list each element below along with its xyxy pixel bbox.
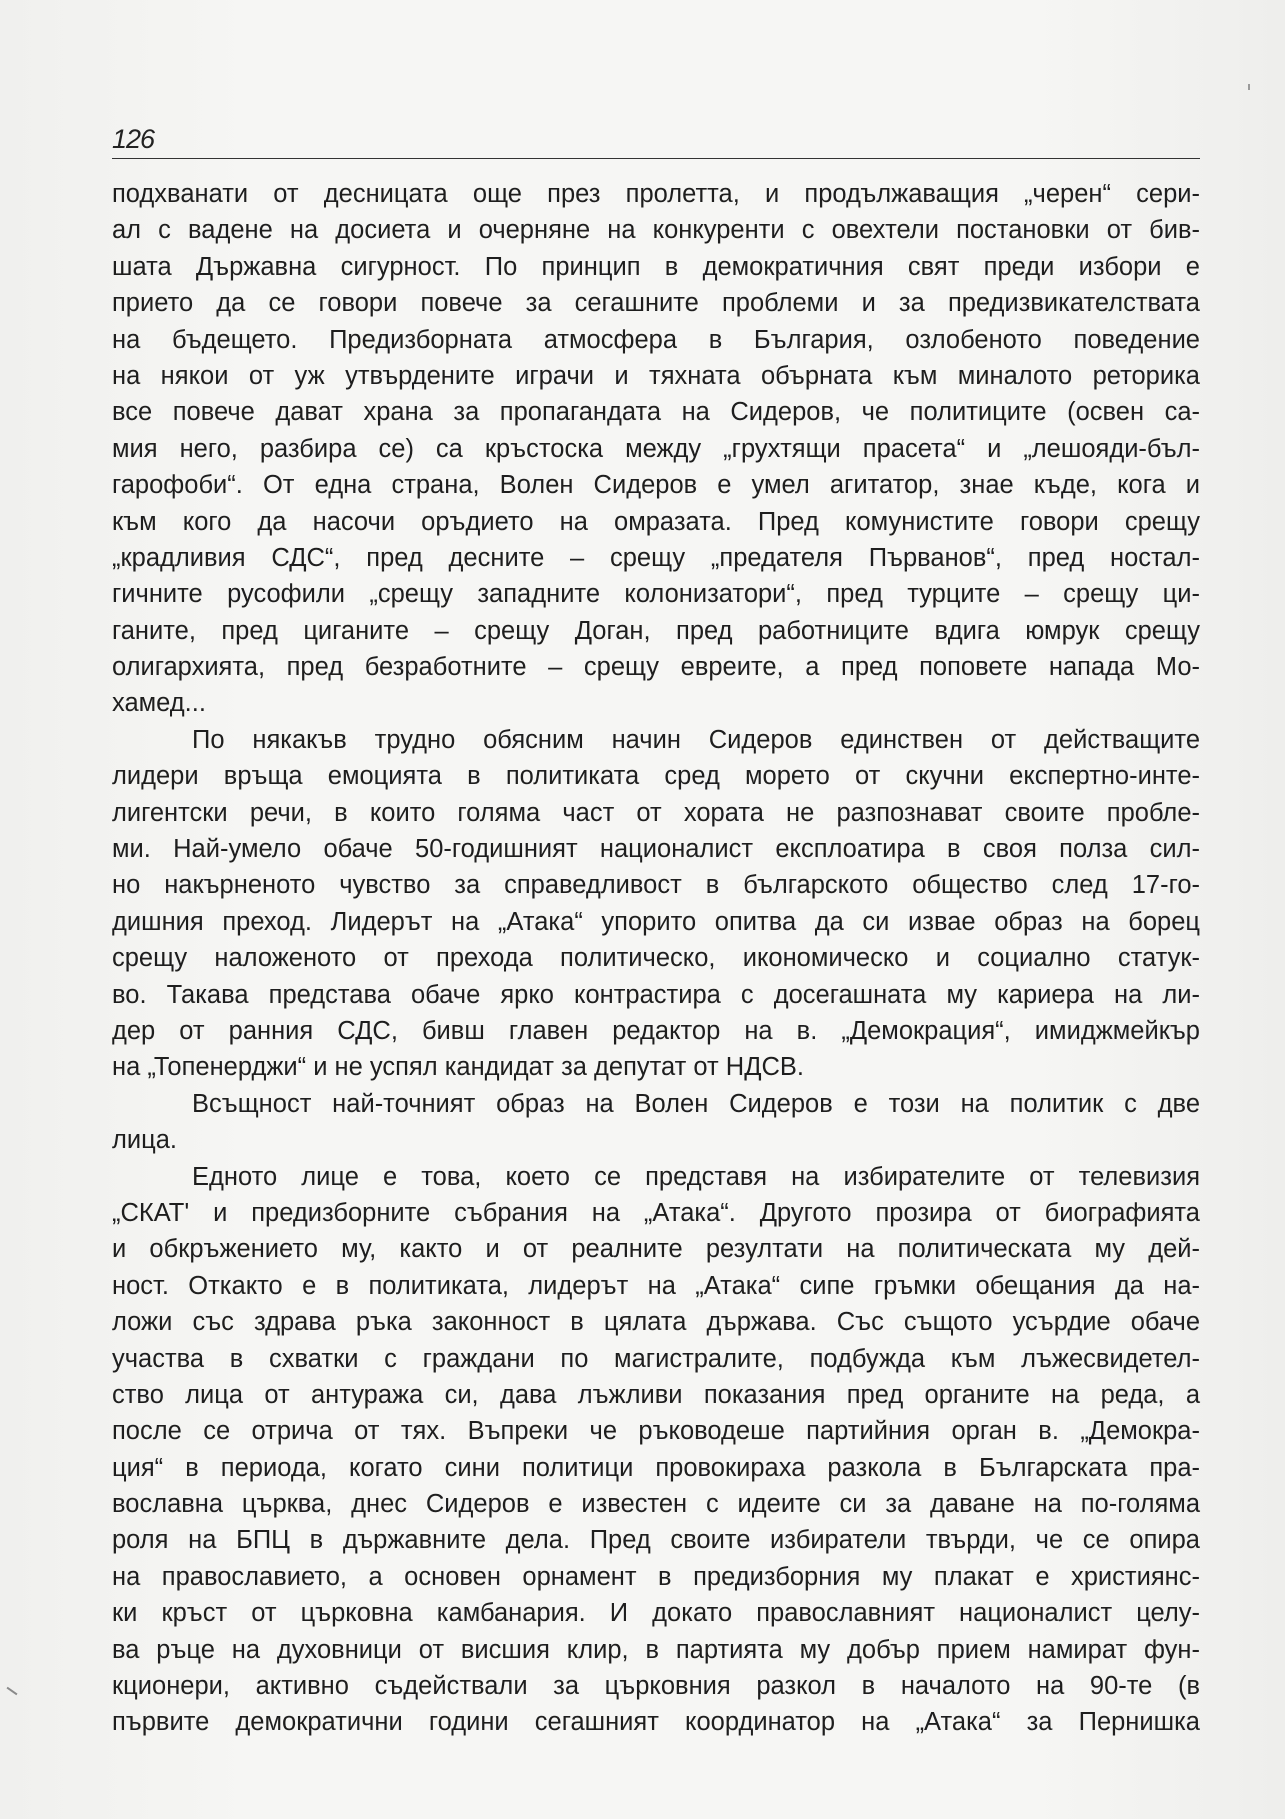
text-line: ложи със здрава ръка законност в цялата държава. Със същото усърдие обаче xyxy=(112,1308,1200,1337)
text-line: гарофоби“. От една страна, Волен Сидеров е умел агитатор, знае къде, кога и xyxy=(112,471,1200,500)
text-line: на бъдещето. Предизборната атмосфера в България, озлобеното поведение xyxy=(112,325,1200,354)
text-line: гичните русофили „срещу западните колонизатори“, пред турците – срещу ци- xyxy=(112,580,1200,609)
text-line: дер от ранния СДС, бивш главен редактор на в. „Демокрация“, имиджмейкър xyxy=(112,1016,1200,1045)
text-line: вославна църква, днес Сидеров е известен с идеите си за даване на по-голяма xyxy=(112,1490,1200,1519)
text-line: ганите, пред циганите – срещу Доган, пред работниците вдига юмрук срещу xyxy=(112,616,1200,645)
text-line: кционери, активно съдействали за църковния разкол в началото на 90-те (в xyxy=(112,1672,1200,1701)
text-line: роля на БПЦ в държавните дела. Пред своите избиратели твърди, че се опира xyxy=(112,1526,1200,1555)
text-line: лидери връща емоцията в политиката сред морето от скучни експертно-инте- xyxy=(112,762,1200,791)
text-line: после се отрича от тях. Въпреки че ръководеше партийния орган в. „Демокра- xyxy=(112,1417,1200,1446)
text-line: на православието, а основен орнамент в предизборния му плакат е християнс- xyxy=(112,1562,1200,1591)
text-line: на „Топенерджи“ и не успял кандидат за депутат от НДСВ. xyxy=(112,1053,804,1082)
text-line: подхванати от десницата още през пролетта, и продължаващия „черен“ сери- xyxy=(112,180,1200,208)
text-line: Едното лице е това, което се представя на избирателите от телевизия xyxy=(192,1162,1200,1191)
text-line: шата Държавна сигурност. По принцип в демократичния свят преди избори е xyxy=(112,252,1200,281)
page-number: 126 xyxy=(112,124,155,154)
text-line: „крадливия СДС“, пред десните – срещу „предателя Първанов“, пред ностал- xyxy=(112,543,1200,572)
header-rule xyxy=(112,158,1200,159)
text-line: ми. Най-умело обаче 50-годишният националист експлоатира в своя полза сил- xyxy=(112,835,1200,864)
text-line: но накърненото чувство за справедливост в българското общество след 17-го- xyxy=(112,871,1200,900)
text-line: ки кръст от църковна камбанария. И докато православният националист целу- xyxy=(112,1599,1200,1628)
text-line: ция“ в периода, когато сини политици провокираха разкола в Българската пра- xyxy=(112,1453,1200,1482)
text-line: прието да се говори повече за сегашните проблеми и за предизвикателствата xyxy=(112,289,1200,318)
text-line: лигентски речи, в които голяма част от хората не разпознават своите пробле- xyxy=(112,798,1200,827)
text-line: ство лица от антуража си, дава лъжливи показания пред органите на реда, а xyxy=(112,1380,1200,1409)
body-text xyxy=(112,176,1200,1741)
text-line: дишния преход. Лидерът на „Атака“ упорито опитва да си изваe образ на борец xyxy=(112,907,1200,936)
scan-mark xyxy=(7,1687,18,1696)
text-line: лица. xyxy=(112,1126,177,1155)
text-line: мия него, разбира се) са кръстоска между „грухтящи прасета“ и „лешояди-бъл- xyxy=(112,434,1200,463)
text-line: ва ръце на духовници от висшия клир, в партията му добър прием намират фун- xyxy=(112,1635,1200,1664)
text-line: и обкръжението му, както и от реалните резултати на политическата му дей- xyxy=(112,1235,1200,1264)
text-line: „СКАТ' и предизборните събрания на „Атака“. Другото прозира от биографията xyxy=(112,1198,1200,1227)
scan-speck xyxy=(1248,84,1250,90)
text-line: Всъщност най-точният образ на Волен Сидеров е този на политик с две xyxy=(192,1089,1200,1118)
text-line: на някои от уж утвърдените играчи и тяхната обърната към миналото реторика xyxy=(112,361,1200,390)
text-line: срещу наложеното от прехода политическо, икономическо и социално статук- xyxy=(112,944,1200,973)
text-line: първите демократични години сегашният координатор на „Атака“ за Пернишка xyxy=(112,1708,1200,1737)
text-line: ал с вадене на досиета и очерняне на конкуренти с овехтели постановки от бив- xyxy=(112,216,1200,245)
text-line: во. Такава представа обаче ярко контрастира с досегашната му кариера на ли- xyxy=(112,980,1200,1009)
text-line: хамед... xyxy=(112,689,206,718)
text-line: олигархията, пред безработните – срещу евреите, а пред поповете напада Мо- xyxy=(112,653,1200,682)
text-line: все повече дават храна за пропагандата на Сидеров, че политиците (освен са- xyxy=(112,398,1200,427)
text-line: ност. Откакто е в политиката, лидерът на „Атака“ сипе гръмки обещания да на- xyxy=(112,1271,1200,1300)
text-line: към кого да насочи оръдието на омразата. Пред комунистите говори срещу xyxy=(112,507,1200,536)
text-line: участва в схватки с граждани по магистралите, подбужда към лъжесвидетел- xyxy=(112,1344,1200,1373)
text-line: По някакъв трудно обясним начин Сидеров единствен от действащите xyxy=(192,725,1200,754)
